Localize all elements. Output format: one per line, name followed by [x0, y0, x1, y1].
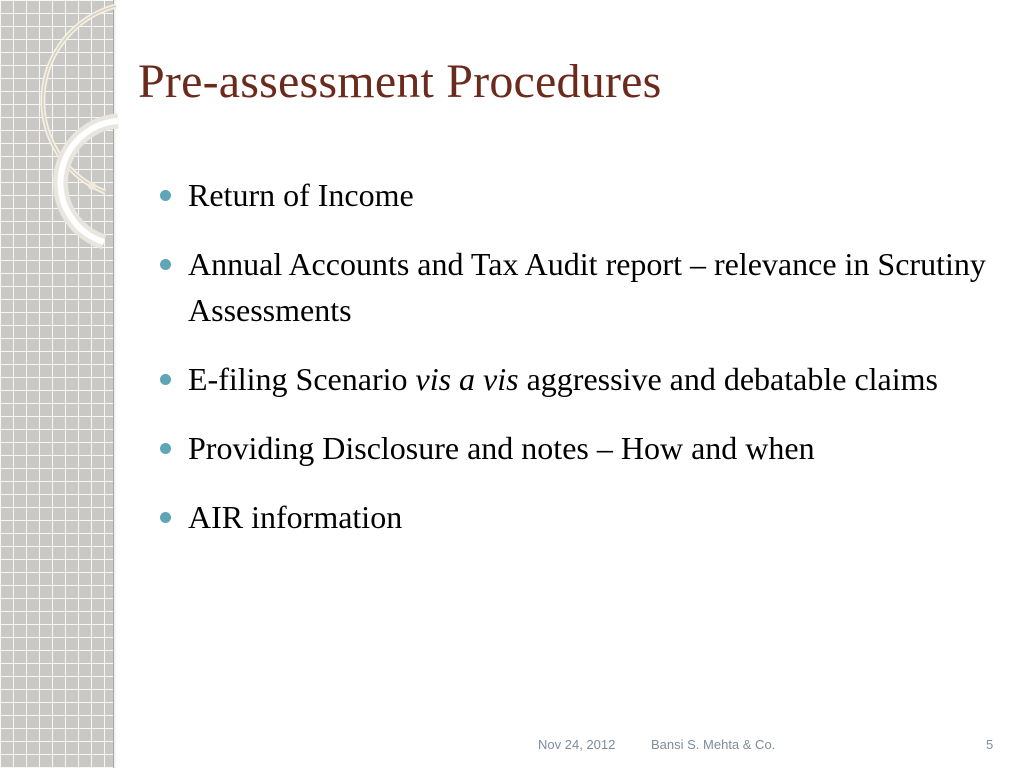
footer-company: Bansi S. Mehta & Co. [651, 737, 776, 752]
bullet-item [160, 425, 990, 471]
bullet-text: Providing Disclosure and notes – How and when [188, 430, 815, 466]
bullet-list [160, 172, 990, 563]
slide-number: 5 [986, 737, 994, 752]
slide-title: Pre-assessment Procedures [138, 55, 662, 108]
bullet-marker-icon [160, 259, 171, 270]
bullet-text-part: aggressive and debatable claims [518, 361, 938, 397]
bullet-text: Annual Accounts and Tax Audit report – relevance in Scrutiny Assessments [188, 246, 986, 328]
bullet-item [160, 494, 990, 540]
footer-date: Nov 24, 2012 [538, 737, 616, 752]
decorative-rings-icon [0, 0, 160, 260]
bullet-item [160, 241, 990, 333]
bullet-item [160, 172, 990, 218]
bullet-text [188, 361, 938, 397]
bullet-marker-icon [160, 374, 171, 385]
bullet-item [160, 356, 990, 402]
bullet-marker-icon [160, 443, 171, 454]
bullet-italic-phrase: vis a vis [415, 361, 519, 397]
bullet-text-part: E-filing Scenario [188, 361, 416, 397]
bullet-marker-icon [160, 190, 171, 201]
bullet-marker-icon [160, 512, 171, 523]
bullet-text: Return of Income [188, 177, 414, 213]
bullet-text: AIR information [188, 499, 403, 535]
